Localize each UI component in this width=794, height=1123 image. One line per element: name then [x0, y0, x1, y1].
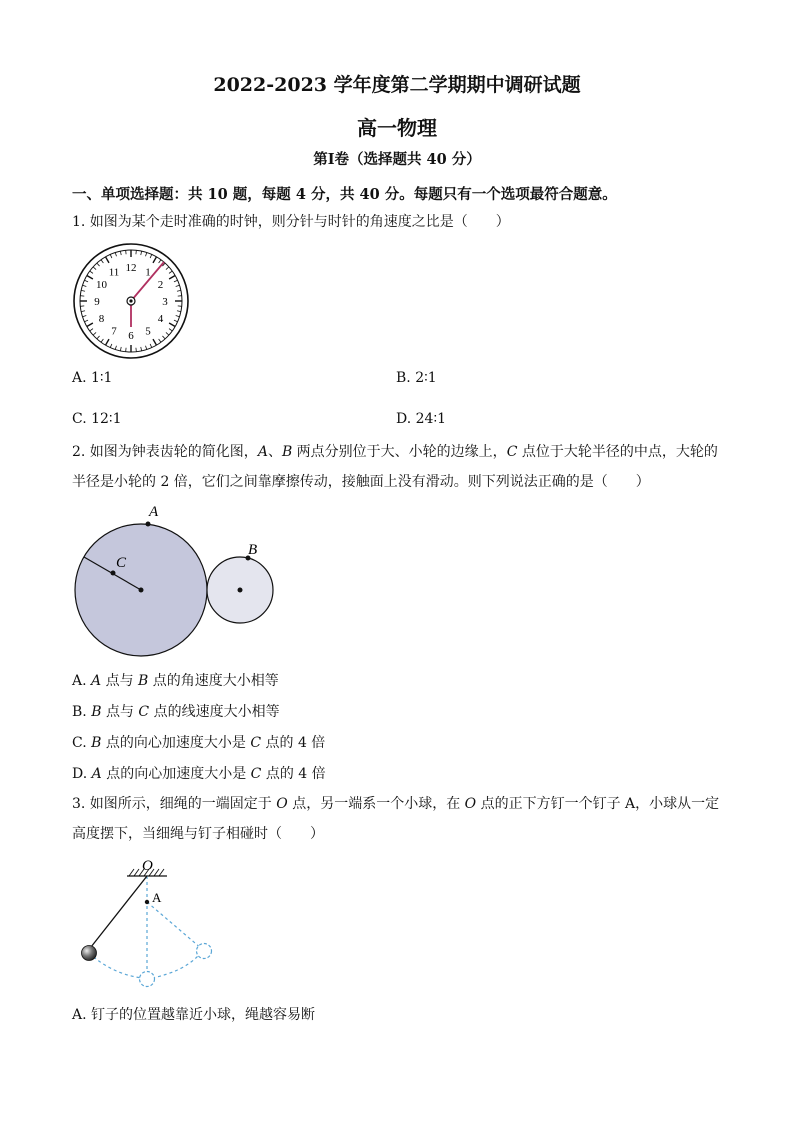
ball-right-ghost — [197, 944, 212, 959]
clock-tick — [120, 347, 121, 351]
part-title: 第Ⅰ卷（选择题共 40 分） — [313, 151, 481, 168]
clock-tick — [169, 329, 172, 331]
point-a — [146, 522, 151, 527]
clock-tick — [93, 267, 96, 270]
clock-tick — [169, 271, 172, 273]
clock-tick — [146, 252, 147, 256]
clock-tick — [153, 339, 157, 345]
nail-a — [145, 900, 149, 904]
clock-tick — [97, 336, 100, 339]
clock-tick — [120, 251, 121, 255]
clock-tick — [106, 339, 110, 345]
q2-stem-line-1: 2. 如图为钟表齿轮的简化图，A、B 两点分别位于大、小轮的边缘上，C 点位于大轮半径的中点，大轮的 — [72, 444, 718, 460]
clock-number-5: 5 — [145, 325, 151, 338]
clock-tick — [141, 347, 142, 351]
clock-tick — [169, 276, 175, 280]
q1-option-a[interactable]: A. 1∶1 — [72, 370, 113, 386]
clock-tick — [177, 290, 181, 291]
clock-tick — [141, 251, 142, 255]
small-wheel-center — [238, 588, 243, 593]
clock-tick — [82, 316, 86, 317]
clock-tick — [90, 271, 93, 273]
pendulum-string — [91, 876, 147, 947]
question-1-stem: 1. 如图为某个走时准确的时钟，则分针与时针的角速度之比是（ ） — [72, 214, 510, 230]
q1-option-b[interactable]: B. 2∶1 — [396, 370, 437, 386]
label-nail-a: A — [152, 890, 162, 905]
clock-tick — [159, 339, 161, 342]
q1-option-d[interactable]: D. 24∶1 — [396, 411, 446, 427]
clock-tick — [159, 260, 161, 263]
label-c: C — [116, 555, 127, 571]
section-heading: 一、单项选择题：共 10 题，每题 4 分，共 40 分。每题只有一个选项最符合题意。 — [72, 186, 617, 203]
clock-number-6: 6 — [128, 330, 134, 342]
clock-tick — [110, 254, 112, 258]
label-b: B — [248, 542, 258, 558]
gear-figure — [66, 500, 286, 660]
clock-tick — [115, 252, 116, 256]
clock-tick — [110, 344, 112, 348]
clock-tick — [153, 257, 157, 263]
clock-tick — [87, 323, 93, 327]
label-o: O — [142, 858, 153, 874]
clock-number-10: 10 — [96, 279, 108, 291]
clock-tick — [176, 316, 180, 317]
clock-tick — [106, 257, 110, 263]
clock-tick — [81, 311, 85, 312]
clock-tick — [84, 280, 88, 282]
label-a: A — [149, 504, 159, 520]
clock-tick — [87, 276, 93, 280]
clock-figure — [72, 242, 190, 360]
exam-title: 2022-2023 学年度第二学期期中调研试题 — [213, 74, 581, 96]
left-swing-arc — [89, 953, 142, 978]
clock-number-3: 3 — [162, 296, 168, 308]
clock-tick — [93, 332, 96, 335]
clock-tick — [101, 260, 103, 263]
q2-option-b[interactable]: B. B 点与 C 点的线速度大小相等 — [72, 704, 280, 720]
clock-tick — [90, 329, 93, 331]
short-string-dashed — [147, 902, 202, 949]
q2-option-d[interactable]: D. A 点的向心加速度大小是 C 点的 4 倍 — [72, 766, 326, 782]
clock-number-8: 8 — [98, 313, 105, 325]
question-2-stem — [72, 437, 722, 497]
ball-bottom-ghost — [140, 972, 155, 987]
clock-tick — [169, 323, 175, 327]
big-wheel-center — [139, 588, 144, 593]
clock-tick — [97, 263, 100, 266]
q3-option-a[interactable]: A. 钉子的位置越靠近小球，绳越容易断 — [72, 1007, 316, 1023]
clock-number-11: 11 — [108, 266, 120, 279]
subject-title: 高一物理 — [357, 116, 437, 140]
pendulum-figure — [72, 852, 232, 992]
q1-option-c[interactable]: C. 12∶1 — [72, 411, 122, 427]
clock-tick — [82, 285, 86, 286]
clock-tick — [166, 267, 169, 270]
clock-tick — [176, 285, 180, 286]
clock-tick — [177, 311, 181, 312]
q2-option-c[interactable]: C. B 点的向心加速度大小是 C 点的 4 倍 — [72, 735, 326, 751]
q2-option-a[interactable]: A. A 点与 B 点的角速度大小相等 — [72, 673, 279, 689]
clock-tick — [84, 320, 88, 322]
clock-tick — [166, 332, 169, 335]
clock-tick — [174, 280, 178, 282]
right-swing-arc — [152, 956, 198, 978]
q2-stem-line-2: 半径是小轮的 2 倍，它们之间靠摩擦传动，接触面上没有滑动。则下列说法正确的是（ ） — [72, 474, 650, 490]
clock-number-4: 4 — [157, 313, 164, 325]
clock-tick — [81, 290, 85, 291]
clock-number-2: 2 — [157, 279, 164, 291]
clock-number-9: 9 — [94, 296, 100, 308]
clock-tick — [101, 339, 103, 342]
q3-stem-line-2: 高度摆下，当细绳与钉子相碰时（ ） — [72, 826, 324, 842]
clock-tick — [150, 344, 152, 348]
clock-number-12: 12 — [125, 262, 137, 274]
q3-stem-line-1: 3. 如图所示，细绳的一端固定于 O 点，另一端系一个小球，在 O 点的正下方钉一个钉子 A，小球从一定 — [72, 796, 720, 812]
clock-number-1: 1 — [145, 266, 151, 279]
clock-center-dot — [129, 299, 132, 302]
clock-tick — [115, 346, 116, 350]
clock-tick — [162, 336, 165, 339]
clock-tick — [146, 346, 147, 350]
clock-number-7: 7 — [111, 325, 117, 338]
pendulum-ball — [82, 946, 97, 961]
clock-tick — [150, 254, 152, 258]
question-3-stem — [72, 789, 722, 849]
clock-tick — [174, 320, 178, 322]
point-c — [111, 571, 116, 576]
